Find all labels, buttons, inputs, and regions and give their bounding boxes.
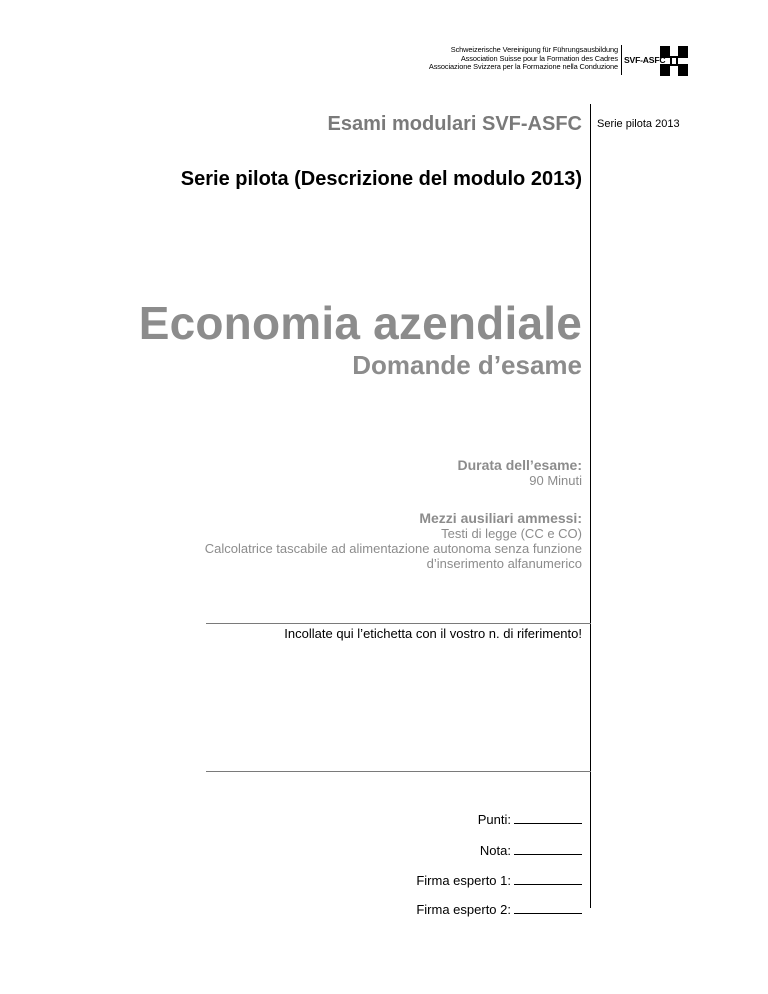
aids-label: Mezzi ausiliari ammessi:	[419, 510, 582, 526]
grade-label: Nota:	[479, 843, 511, 858]
side-note: Serie pilota 2013	[597, 118, 680, 130]
grade-field[interactable]	[480, 843, 582, 858]
points-blank[interactable]	[514, 812, 582, 824]
grade-blank[interactable]	[514, 843, 582, 855]
series-title: Serie pilota (Descrizione del modulo 2013)	[180, 168, 582, 190]
vertical-rule	[590, 104, 591, 908]
header-divider	[621, 45, 622, 75]
duration-label: Durata dell’esame:	[457, 457, 582, 473]
subject-title: Economia azendiale	[138, 297, 582, 349]
expert-1-blank[interactable]	[514, 873, 582, 885]
org-acronym: SVF-ASFC	[624, 55, 666, 65]
expert-1-signature-field[interactable]	[416, 873, 582, 888]
aids-line: Calcolatrice tascabile ad alimentazione autonoma senza funzione	[204, 541, 582, 556]
svf-asfc-logo-icon	[658, 44, 690, 78]
document-type: Domande d’esame	[352, 350, 582, 380]
aids-line: d’inserimento alfanumerico	[426, 556, 582, 571]
expert-2-label: Firma esperto 2:	[416, 902, 511, 917]
org-name-fr: Association Suisse pour la Formation des Cadres	[460, 53, 618, 63]
organization-names	[380, 46, 618, 72]
org-name-it: Associazione Svizzera per la Formazione nella Conduzione	[428, 62, 618, 72]
expert-2-blank[interactable]	[514, 902, 582, 914]
org-name-de: Schweizerische Vereinigung für Führungsausbildung	[450, 45, 618, 54]
expert-1-label: Firma esperto 1:	[416, 873, 511, 888]
aids-line: Testi di legge (CC e CO)	[441, 526, 582, 541]
points-field[interactable]	[478, 812, 582, 827]
duration-value: 90 Minuti	[529, 473, 582, 488]
sticker-area-top-line	[206, 623, 591, 624]
sticker-instruction: Incollate qui l’etichetta con il vostro n. di riferimento!	[284, 626, 582, 641]
sticker-area-bottom-line	[206, 771, 591, 772]
points-label: Punti:	[477, 812, 511, 827]
exam-title: Esami modulari SVF-ASFC	[327, 113, 582, 135]
expert-2-signature-field[interactable]	[416, 902, 582, 917]
